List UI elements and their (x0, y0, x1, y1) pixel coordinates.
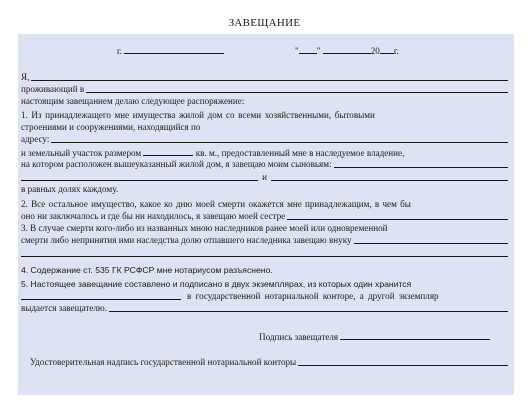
testator-name-field[interactable] (31, 72, 508, 81)
clause-1b: строениями и сооружениями, находящийся по (21, 122, 201, 132)
land-line: и земельный участок размером кв. м., предоставленный мне в наследуемое владение, (21, 148, 405, 158)
land-size-field[interactable] (143, 147, 193, 156)
notary-office-field[interactable] (21, 291, 181, 300)
residence-field[interactable] (86, 84, 508, 93)
clause-1a: 1. Из принадлежащего мне имущества жилой дом со всеми хозяйственными, бытовыми (21, 110, 375, 120)
residence-line: проживающий в (21, 84, 508, 95)
month-field[interactable] (323, 45, 371, 54)
clause-2b-line: оно ни заключалось и где бы ни находилось, я завещаю моей сестре (21, 211, 508, 222)
clause-3b-line: смерти либо непринятия ими наследства долю отпавшего наследника завещаю внуку (21, 235, 508, 246)
clause-3a: 3. В случае смерти кого-либо из названных мною наследников ранее моей или одновременной (21, 223, 388, 233)
heir-1-field[interactable] (21, 172, 258, 181)
year-field[interactable] (380, 45, 394, 54)
form-panel (18, 34, 514, 395)
copy-recipient-field[interactable] (109, 303, 508, 312)
place-line (117, 45, 224, 57)
day-field[interactable] (299, 45, 317, 54)
clause-2a: 2. Все остальное имущество, какое ко дню моей смерти окажется мне принадлежащим, в чем бы (21, 199, 411, 209)
grandson-field[interactable] (354, 235, 508, 244)
clause-5c-line: выдается завещателю. (21, 303, 508, 314)
place-prefix: г. (117, 46, 122, 56)
grandson-field-continued[interactable] (21, 256, 508, 257)
date-line: " " 20 г. (295, 46, 399, 56)
clause-5a: 5. Настоящее завещание составлено и подписано в двух экземплярах, из которых один хранится (21, 279, 412, 289)
clause-5b-line: в государственной нотариальной конторе, а другой экземпляр (21, 291, 508, 302)
sister-field[interactable] (287, 211, 508, 220)
place-field[interactable] (124, 45, 224, 54)
equal-shares-text: в равных долях каждому. (21, 184, 119, 194)
document-title: ЗАВЕЩАНИЕ (228, 17, 301, 29)
intro-text: настоящим завещанием делаю следующее распоряжение: (21, 96, 245, 106)
address-line: адресу: (21, 134, 508, 145)
name-line: Я, (21, 72, 508, 83)
sons-line: на котором расположен вышеуказанный жилой дом, я завещаю моим сыновьям: (21, 159, 508, 170)
notary-line: Удостоверительная надпись государственной нотариальной конторы (30, 357, 508, 368)
sons-field[interactable] (334, 159, 508, 168)
clause-4: 4. Содержание ст. 535 ГК РСФСР мне нотариусом разъяснено. (21, 265, 273, 275)
signature-line: Подпись завещателя (259, 331, 490, 343)
notary-certification-field[interactable] (298, 357, 508, 366)
heir-2-field[interactable] (271, 172, 508, 181)
signature-field[interactable] (340, 331, 490, 340)
address-field[interactable] (51, 134, 508, 143)
heirs-line: и (21, 172, 508, 183)
